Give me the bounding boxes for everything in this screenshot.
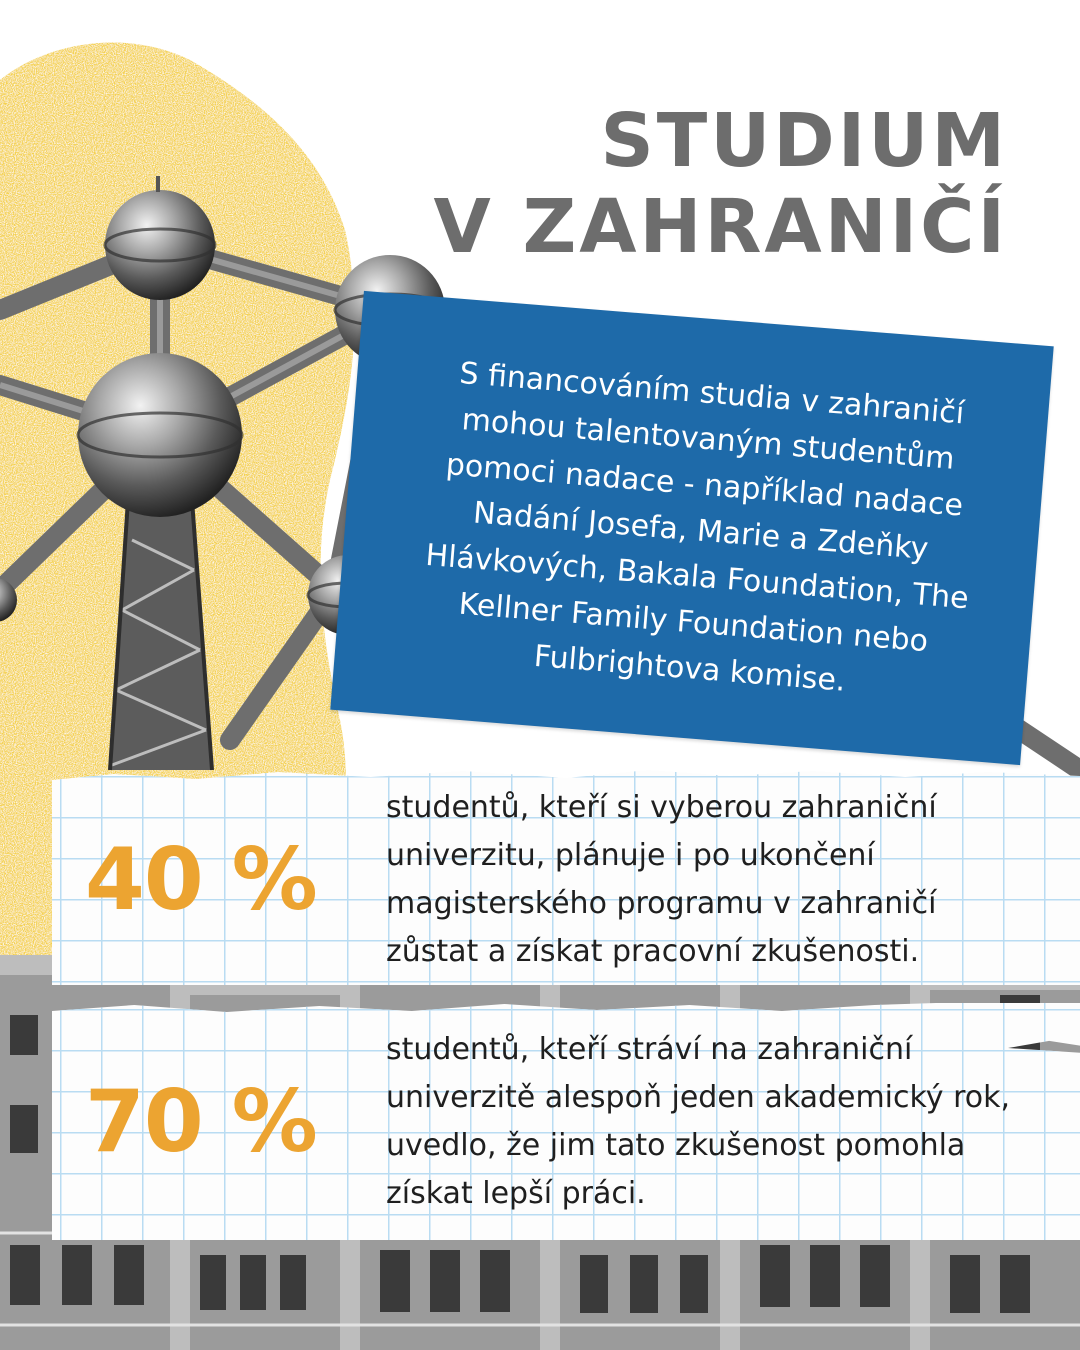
stat-number-1: 40 %	[85, 830, 317, 930]
stat-description-1: studentů, kteří si vyberou zahraniční univerzitu, plánuje i po ukončení magisterského programu v zahraničí zůstat a získat pracovní zkušenosti.	[386, 790, 937, 969]
foundation-info-card	[330, 291, 1053, 765]
foundation-info-text: S financováním studia v zahraničí mohou talentovaným studentům pomoci nadace - například nadace Nadání Josefa, Marie a Zdeňky Hlávkových, Bakala Foundation, The Kellner Family Foundation nebo Fulbrightova komise.	[424, 355, 970, 699]
title-line-1: STUDIUM	[600, 98, 1008, 184]
stat-description-2: studentů, kteří stráví na zahraniční univerzitě alespoň jeden akademický rok, uvedlo, že jim tato zkušenost pomohla získat lepší práci.	[386, 1032, 1011, 1211]
title-line-2: V ZAHRANIČÍ	[433, 184, 1008, 270]
stat-number-2: 70 %	[85, 1072, 317, 1172]
page-title	[434, 98, 1008, 270]
